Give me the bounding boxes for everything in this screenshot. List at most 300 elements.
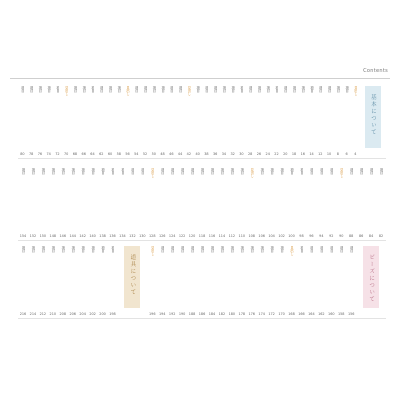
toc-page-number: 96 [309,234,314,238]
toc-entry[interactable] [273,86,279,146]
toc-page-number: 204 [79,312,86,316]
toc-page-number: 158 [337,312,345,316]
toc-entry-text: 項目 [134,86,139,92]
toc-page-number: 72 [55,152,60,156]
toc-page-number: 106 [258,234,265,238]
toc-page-number: 36 [212,152,218,156]
toc-entry[interactable] [90,168,96,228]
toc-entry[interactable] [212,86,218,146]
toc-entry-text: 項目 [30,246,35,252]
toc-entry-text: 項目 [259,168,264,174]
toc-entry[interactable] [219,246,225,306]
toc-entry[interactable] [60,168,66,228]
toc-heading-text: 見出し [125,86,130,95]
toc-entry[interactable] [209,246,215,306]
toc-entry-text: 項目 [230,86,235,92]
toc-page-number: 130 [139,234,146,238]
toc-entry[interactable] [239,246,245,306]
toc-entry[interactable] [209,168,215,228]
band-rule [18,158,386,159]
toc-entry[interactable] [309,86,315,146]
toc-page-number: 160 [328,312,335,316]
toc-entry-text: 項目 [248,86,253,92]
toc-entry[interactable] [249,246,255,306]
toc-entry[interactable] [335,86,341,146]
toc-page-number: 172 [268,312,275,316]
toc-entry[interactable] [20,168,26,228]
toc-entry-text: 項目 [359,168,364,174]
section-tab-label: 基本について [369,94,376,136]
toc-entry[interactable] [279,168,285,228]
toc-entry-text: 項目 [200,246,204,252]
toc-entry[interactable] [169,246,175,306]
toc-entry[interactable] [289,246,295,306]
toc-entry[interactable] [177,86,183,146]
toc-entry[interactable] [133,86,139,146]
toc-entry-text: 項目 [160,168,165,174]
section-tab-label: ビーズについて [368,254,375,303]
toc-entry[interactable] [54,86,60,146]
toc-entry-text: 項目 [349,168,354,174]
toc-entry-text: 項目 [274,86,279,92]
toc-entry[interactable] [81,86,87,146]
toc-entry-text: 項目 [259,246,264,252]
toc-entry-text: 項目 [46,86,51,92]
toc-page-number: 52 [142,152,148,156]
toc-entry[interactable] [199,168,205,228]
toc-entry-text: 項目 [219,168,224,174]
toc-entry[interactable] [40,246,46,306]
toc-page-number: 58 [116,152,121,156]
toc-entry[interactable] [308,246,314,306]
toc-entry-text: 項目 [160,246,165,252]
toc-page-number: 214 [29,312,37,316]
toc-entry-text: 項目 [20,168,25,174]
toc-page-number: 124 [168,234,176,238]
toc-entry-text: 項目 [221,86,226,92]
toc-page-number: 100 [288,234,295,238]
toc-entry-text: 項目 [327,86,332,92]
toc-entry[interactable] [348,168,354,228]
toc-page-number: 154 [19,234,27,238]
toc-entry[interactable] [229,168,235,228]
toc-page-number: 98 [299,234,304,238]
toc-page-number: 66 [81,152,86,156]
toc-entry-text: 項目 [299,168,304,174]
toc-entry[interactable] [125,86,131,146]
toc-entry-text: 項目 [190,168,195,174]
toc-entry[interactable] [259,246,265,306]
toc-entry[interactable] [269,246,275,306]
toc-entry-text: 項目 [279,168,284,174]
toc-entry-text: 項目 [140,168,145,174]
toc-page-number: 26 [256,152,262,156]
toc-entry-text: 項目 [110,246,115,252]
toc-page-number: 88 [349,234,354,238]
toc-entry-text: 項目 [100,168,105,174]
toc-page-number: 134 [119,234,126,238]
toc-entry[interactable] [28,86,34,146]
toc-entry[interactable] [72,86,78,146]
toc-page-number: 12 [318,152,323,156]
toc-entry[interactable] [107,86,113,146]
toc-entry-text: 項目 [344,86,349,92]
toc-entry[interactable] [378,168,384,228]
toc-page-number: 210 [49,312,57,316]
toc-page-number: 8 [336,152,339,156]
toc-entry[interactable] [318,168,324,228]
toc-page-number: 190 [178,312,186,316]
toc-entry[interactable] [60,246,66,306]
toc-page-number: 166 [298,312,305,316]
toc-page-number: 188 [188,312,196,316]
toc-entry-text: 項目 [335,86,340,92]
toc-entry[interactable] [318,246,324,306]
toc-page-number: 30 [239,152,244,156]
toc-entry[interactable] [90,246,96,306]
toc-entry[interactable] [20,246,26,306]
toc-entry[interactable] [63,86,69,146]
toc-page-number: 182 [218,312,226,316]
toc-page-number: 74 [46,152,51,156]
toc-entry[interactable] [189,168,195,228]
toc-page-number: 144 [69,234,76,238]
toc-entry[interactable] [308,168,314,228]
toc-entry-text: 項目 [256,86,261,92]
toc-heading-text: 見出し [64,86,69,95]
band-rule [18,318,386,319]
toc-page-number: 138 [99,234,106,238]
toc-entry[interactable] [269,168,275,228]
toc-page-number: 176 [248,312,255,316]
toc-entry[interactable] [219,168,225,228]
toc-entry-text: 項目 [319,168,324,174]
toc-page-number: 22 [274,152,279,156]
toc-entry-text: 項目 [319,246,324,252]
toc-heading-text: 見出し [186,86,191,95]
toc-entry-text: 項目 [379,168,384,174]
toc-entry-text: 項目 [229,168,234,174]
toc-entry-text: 項目 [90,86,95,92]
toc-page-number: 136 [109,234,116,238]
toc-entry-text: 項目 [40,246,45,252]
toc-entry[interactable] [338,168,344,228]
toc-entry-text: 項目 [50,168,55,174]
toc-page-number: 152 [29,234,37,238]
toc-entry-text: 項目 [195,86,200,92]
toc-entry[interactable] [109,168,115,228]
toc-page-number: 50 [151,152,156,156]
toc-page-number: 112 [228,234,236,238]
toc-page-number: 148 [49,234,57,238]
toc-entry-text: 項目 [219,246,224,252]
toc-page-number: 16 [300,152,305,156]
toc-entry-text: 項目 [50,246,55,252]
toc-entry-text: 項目 [37,86,42,92]
toc-entry[interactable] [50,246,56,306]
toc-page-number: 120 [188,234,196,238]
toc-entry-text: 項目 [329,246,334,252]
toc-entry[interactable] [80,168,86,228]
toc-heading-text: 見出し [249,168,254,177]
toc-entry-text: 項目 [151,86,156,92]
toc-entry[interactable] [230,86,236,146]
toc-page-number: 198 [109,312,116,316]
toc-page-number: 54 [134,152,139,156]
toc-entry[interactable] [328,246,334,306]
toc-page-number: 6 [345,152,348,156]
toc-entry[interactable] [116,86,122,146]
toc-entry-text: 項目 [160,86,165,92]
toc-page-number: 126 [158,234,166,238]
toc-page-number: 18 [291,152,297,156]
toc-page-number: 150 [39,234,47,238]
toc-entry[interactable] [50,168,56,228]
toc-entry[interactable] [149,168,155,228]
toc-page-number: 192 [168,312,176,316]
toc-entry[interactable] [326,86,332,146]
toc-entry-text: 項目 [100,246,105,252]
toc-page-number: 80 [20,152,25,156]
toc-page-number: 38 [204,152,209,156]
toc-entry-text: 項目 [200,168,204,174]
toc-entry[interactable] [352,86,358,146]
toc-entry[interactable] [282,86,288,146]
toc-page-number: 78 [28,152,34,156]
toc-entry-text: 項目 [329,168,334,174]
toc-entry[interactable] [368,168,374,228]
toc-page-number: 186 [198,312,206,316]
toc-entry[interactable] [37,86,43,146]
toc-entry[interactable] [80,246,86,306]
section-tab-s1 [365,86,381,148]
toc-entry-text: 項目 [108,86,112,92]
toc-entry-text: 項目 [40,168,45,174]
toc-page-number: 56 [125,152,130,156]
toc-entry[interactable] [119,168,125,228]
toc-entry[interactable] [300,86,306,146]
toc-entry-text: 項目 [269,168,274,174]
toc-entry-text: 項目 [170,168,175,174]
toc-entry-text: 項目 [20,246,25,252]
toc-entry[interactable] [348,246,354,306]
toc-page-number: 170 [278,312,285,316]
toc-entry[interactable] [179,168,185,228]
section-tab-s3 [363,246,379,308]
toc-entry-text: 項目 [30,168,35,174]
toc-entry[interactable] [328,168,334,228]
toc-entry[interactable] [189,246,195,306]
toc-entry[interactable] [279,246,285,306]
toc-entry-text: 項目 [170,246,175,252]
toc-page-number: 46 [169,152,174,156]
toc-entry-text: 項目 [80,246,85,252]
toc-page-number: 118 [198,234,206,238]
toc-page-number: 162 [318,312,325,316]
toc-entry[interactable] [40,168,46,228]
toc-entry-text: 項目 [265,86,270,92]
toc-entry-text: 項目 [190,246,195,252]
toc-entry[interactable] [19,86,25,146]
toc-entry[interactable] [179,246,185,306]
toc-entry-text: 項目 [292,86,296,92]
toc-page-number: 180 [228,312,236,316]
toc-entry-text: 項目 [90,168,95,174]
toc-entry[interactable] [289,168,295,228]
toc-page-number: 174 [258,312,265,316]
toc-entry[interactable] [46,86,52,146]
toc-heading-text: 見出し [353,86,358,95]
toc-entry[interactable] [100,246,106,306]
toc-entry[interactable] [70,246,76,306]
toc-entry-text: 項目 [70,246,75,252]
toc-page-number: 216 [19,312,27,316]
toc-entry[interactable] [239,168,245,228]
toc-entry[interactable] [298,246,304,306]
toc-entry-text: 項目 [169,86,174,92]
toc-page-number: 20 [283,152,288,156]
toc-entry[interactable] [259,168,265,228]
toc-entry-text: 項目 [239,168,244,174]
toc-entry[interactable] [229,246,235,306]
toc-entry[interactable] [298,168,304,228]
toc-entry[interactable] [149,246,155,306]
toc-page-number: 108 [248,234,255,238]
toc-entry[interactable] [249,168,255,228]
toc-page-number: 184 [208,312,216,316]
toc-entry[interactable] [358,168,364,228]
toc-entry[interactable] [199,246,205,306]
toc-entry[interactable] [203,86,209,146]
toc-entry[interactable] [338,246,344,306]
page-header-title: Contents [363,68,388,74]
toc-heading-text: 見出し [289,246,294,255]
toc-entry[interactable] [89,86,95,146]
toc-entry-text: 項目 [269,246,274,252]
toc-entry-text: 項目 [309,246,314,252]
toc-page-number: 14 [309,152,314,156]
toc-entry[interactable] [142,86,148,146]
toc-entry-text: 項目 [213,86,218,92]
toc-page-number: 142 [79,234,86,238]
toc-entry-text: 項目 [209,246,214,252]
toc-heading-text: 見出し [339,168,344,177]
toc-page-number: 34 [221,152,227,156]
band-rule [18,240,386,241]
toc-entry[interactable] [139,168,145,228]
toc-entry[interactable] [247,86,253,146]
toc-entry[interactable] [100,168,106,228]
toc-page-number: 10 [326,152,332,156]
toc-entry[interactable] [159,168,165,228]
toc-entry-text: 項目 [60,246,65,252]
toc-entry[interactable] [98,86,104,146]
toc-page-number: 92 [329,234,334,238]
toc-page-number: 90 [339,234,344,238]
toc-entry[interactable] [151,86,157,146]
toc-entry-text: 項目 [20,86,25,92]
toc-entry[interactable] [169,168,175,228]
toc-entry[interactable] [160,86,166,146]
toc-page-number: 48 [160,152,165,156]
toc-entry-text: 項目 [318,86,323,92]
toc-page-number: 202 [89,312,96,316]
toc-page-number: 200 [99,312,106,316]
toc-page-number: 62 [99,152,104,156]
toc-entry-text: 項目 [300,86,305,92]
toc-entry-text: 項目 [180,246,185,252]
toc-page-number: 156 [347,312,355,316]
toc-page-number: 60 [107,152,113,156]
toc-entry-text: 項目 [90,246,95,252]
toc-page-number: 94 [319,234,324,238]
toc-page-number: 194 [158,312,166,316]
toc-entry-text: 項目 [309,168,314,174]
toc-page-number: 64 [90,152,95,156]
toc-page-number: 128 [149,234,156,238]
toc-entry-text: 項目 [180,168,185,174]
toc-entry-text: 項目 [29,86,34,92]
header-rule [10,78,390,79]
toc-page-number: 122 [178,234,186,238]
toc-entry-text: 項目 [120,168,125,174]
toc-entry-text: 項目 [80,168,85,174]
toc-page-number: 196 [149,312,156,316]
toc-page-number: 212 [39,312,47,316]
toc-entry[interactable] [221,86,227,146]
toc-entry[interactable] [70,168,76,228]
toc-page-number: 24 [265,152,270,156]
toc-page-number: 102 [278,234,285,238]
toc-page-number: 104 [268,234,275,238]
toc-entry[interactable] [109,246,115,306]
toc-page-number: 68 [72,152,78,156]
toc-entry[interactable] [168,86,174,146]
toc-entry[interactable] [265,86,271,146]
toc-entry[interactable] [238,86,244,146]
toc-entry[interactable] [30,246,36,306]
toc-entry[interactable] [186,86,192,146]
toc-entry[interactable] [256,86,262,146]
toc-page-number: 164 [308,312,315,316]
toc-entry[interactable] [195,86,201,146]
toc-page-number: 70 [64,152,69,156]
toc-entry[interactable] [344,86,350,146]
toc-page-number: 28 [248,152,253,156]
toc-entry[interactable] [317,86,323,146]
toc-page-number: 132 [129,234,136,238]
toc-heading-text: 見出し [150,246,155,255]
toc-entry[interactable] [159,246,165,306]
toc-entry-text: 項目 [110,168,115,174]
toc-page-number: 86 [358,234,364,238]
toc-page-number: 110 [238,234,246,238]
toc-entry-text: 項目 [283,86,288,92]
toc-entry-text: 項目 [70,168,75,174]
toc-entry-text: 項目 [289,168,294,174]
toc-page-number: 4 [354,152,357,156]
toc-entry-text: 項目 [299,246,304,252]
toc-entry-text: 項目 [72,86,77,92]
toc-entry[interactable] [30,168,36,228]
toc-entry-text: 項目 [229,246,234,252]
section-tab-s2 [124,246,140,308]
toc-entry-text: 項目 [279,246,284,252]
toc-page-number: 42 [186,152,191,156]
toc-entry[interactable] [129,168,135,228]
toc-entry[interactable] [291,86,297,146]
toc-page-number: 84 [368,234,374,238]
